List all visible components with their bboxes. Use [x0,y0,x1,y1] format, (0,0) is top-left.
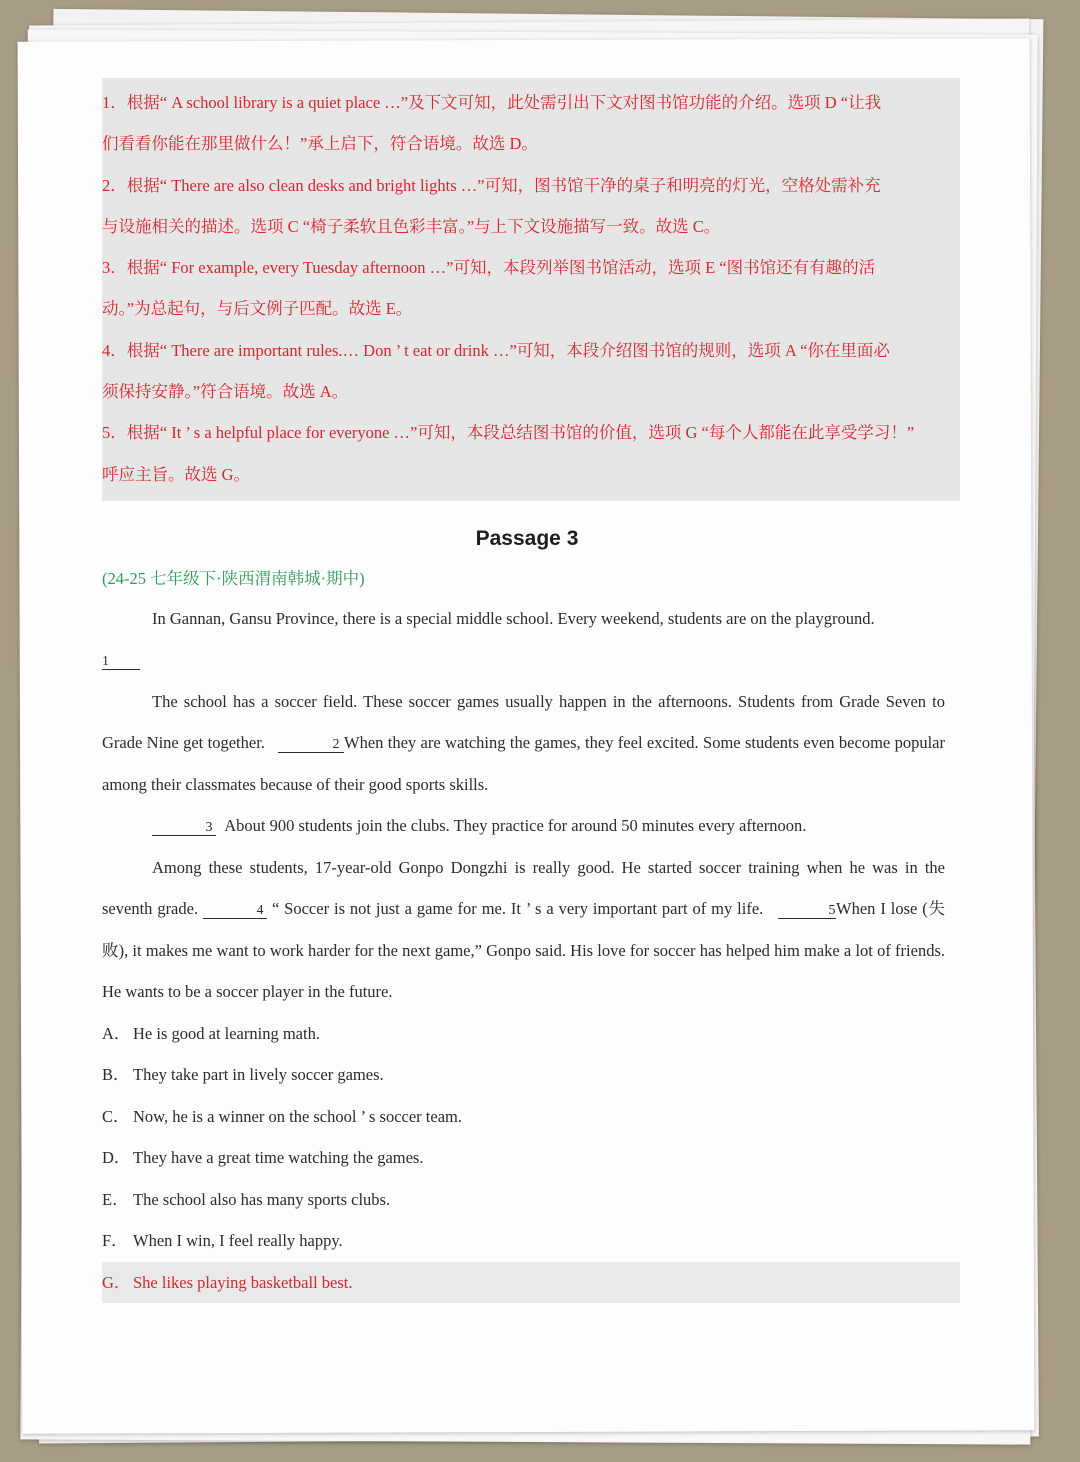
passage-body [102,598,945,1013]
option-g [102,1262,960,1304]
blank-line [102,639,945,681]
option-letter: A． [102,1023,131,1043]
option-text: They take part in lively soccer games. [133,1065,384,1085]
document-content [102,78,982,1303]
paragraph-text: About 900 students join the clubs. They practice for around 50 minutes every afternoon. [224,816,807,836]
paragraph-4 [102,847,945,1013]
answer-options [102,1013,982,1304]
option-letter: F． [102,1231,128,1251]
paragraph-2 [102,681,945,806]
answer-blank-4: 4 [203,904,267,919]
passage-title: Passage 3 [475,526,579,550]
answer-blank-2: 2 [278,738,344,753]
paragraph-3 [102,805,945,847]
option-letter: E． [102,1189,129,1209]
option-letter: G． [102,1272,131,1292]
option-letter: B． [102,1065,130,1085]
paragraph-text: In Gannan, Gansu Province, there is a special middle school. Every weekend, students are on the playground. [152,608,875,628]
explanation-line: 2．根据“ There are also clean desks and bright lights …”可知，图书馆干净的桌子和明亮的灯光，空格处需补充 [102,175,881,195]
explanation-line: 4．根据“ There are important rules.… Don ’ t eat or drink …”可知，本段介绍图书馆的规则，选项 A “你在里面必 [102,340,890,360]
option-text: Now, he is a winner on the school ’ s soccer team. [133,1106,462,1126]
explanation-line: 与设施相关的描述。选项 C “椅子柔软且色彩丰富。”与上下文设施描写一致。故选 C。 [102,216,721,236]
explanation-line: 5．根据“ It ’ s a helpful place for everyone …”可知，本段总结图书馆的价值，选项 G “每个人都能在此享受学习！” [102,423,915,443]
explanation-line: 1．根据“ A school library is a quiet place …”及下文可知，此处需引出下文对图书馆功能的介绍。选项 D “让我 [102,93,882,112]
option-text: They have a great time watching the games. [133,1148,424,1168]
answer-blank-1: 1 [102,655,140,670]
option-text: When I win, I feel really happy. [133,1231,343,1251]
paragraph-text: The school has a soccer field. These soccer games usually happen in the afternoons. Students from Grade Seven to Grade Nine get together. [102,691,945,753]
explanation-line: 须保持安静。”符合语境。故选 A。 [102,382,349,402]
option-b [102,1054,982,1096]
option-text: He is good at learning math. [133,1023,320,1043]
explanation-line: 3．根据“ For example, every Tuesday afternoon …”可知，本段列举图书馆活动，选项 E “图书馆还有有趣的活 [102,258,876,278]
option-letter: D． [102,1148,131,1168]
option-e [102,1179,982,1221]
explanation-line: 呼应主旨。故选 G。 [102,464,251,484]
option-text: The school also has many sports clubs. [133,1189,391,1209]
answer-blank-5: 5 [778,904,836,919]
option-a [102,1013,982,1055]
paragraph-text: When I lose (失败), it makes me want to work harder for the next game,” Gonpo said. His love for soccer has helped him make a lot of friends. He wants to be a soccer player in the future. [102,899,946,1002]
passage-source: (24-25 七年级下·陕西渭南韩城·期中) [102,568,365,588]
paragraph-text: Among these students, 17-year-old Gonpo Dongzhi is really good. He started soccer training when he was in the seventh grade. [102,857,945,919]
option-c [102,1096,982,1138]
paragraph-text: When they are watching the games, they feel excited. Some students even become popular among their classmates because of their good sports skills. [102,733,945,794]
paragraph-text: “ Soccer is not just a game for me. It ’ s a very important part of my life. [271,899,764,919]
answer-blank-3: 3 [152,821,216,836]
answer-explanations [102,78,960,501]
paragraph-1 [102,598,945,640]
option-letter: C． [102,1106,130,1126]
option-d [102,1137,982,1179]
explanation-line: 们看看你能在那里做什么！”承上启下，符合语境。故选 D。 [102,134,538,154]
option-text: She likes playing basketball best. [133,1272,353,1292]
option-f [102,1220,982,1262]
explanation-line: 动。”为总起句，与后文例子匹配。故选 E。 [102,299,413,319]
